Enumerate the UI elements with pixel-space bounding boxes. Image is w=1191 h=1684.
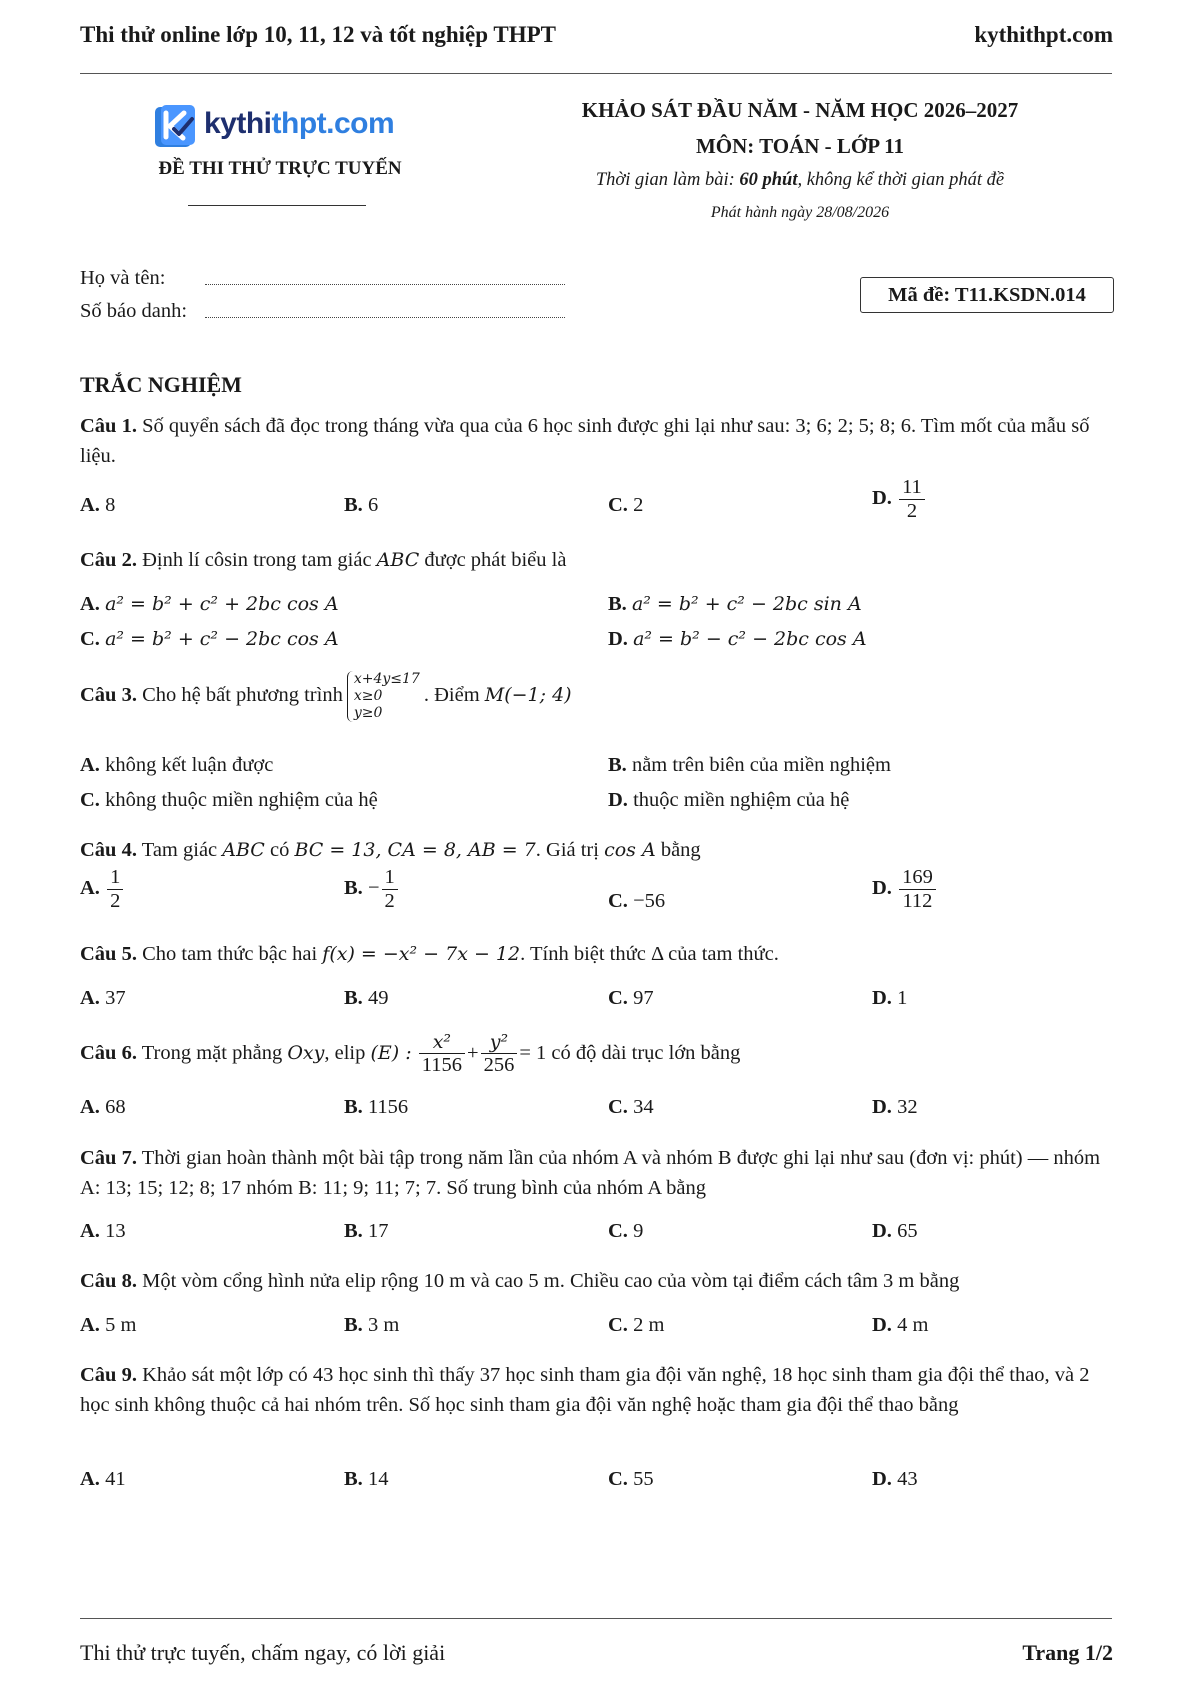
option-text: 34: [633, 1096, 654, 1118]
option-label: A.: [80, 593, 100, 615]
question-label: Câu 3.: [80, 684, 137, 707]
option-text: 14: [367, 1468, 389, 1490]
question-text: Định lí côsin trong tam giác: [142, 549, 377, 571]
option-label: A.: [80, 1314, 100, 1336]
option-text: 13: [105, 1220, 126, 1242]
option-label: D.: [872, 1220, 892, 1242]
option-label: D.: [872, 1314, 892, 1336]
option-text: 55: [633, 1468, 654, 1490]
question-text: Trong mặt phẳng: [141, 1042, 288, 1064]
option-text: 43: [897, 1468, 918, 1490]
option-text: 17: [367, 1220, 389, 1242]
exam-subject: MÔN: TOÁN - LỚP 11: [695, 134, 905, 158]
math-expression: BC = 13, CA = 8, AB = 7: [294, 839, 536, 861]
option-text: 1: [897, 987, 908, 1009]
question-label: Câu 9.: [80, 1364, 137, 1386]
fraction: [899, 476, 925, 522]
question-text: Cho tam thức bậc hai: [142, 943, 323, 965]
option-text: 2 m: [633, 1314, 665, 1336]
question-text: . Điểm: [423, 684, 485, 707]
option-label: B.: [344, 494, 363, 516]
q4-option-c[interactable]: [608, 886, 665, 916]
option-label: D.: [872, 987, 892, 1009]
question-text: , elip: [324, 1042, 371, 1064]
logo-wordmark: [204, 107, 394, 141]
q6-option-a[interactable]: [80, 1092, 126, 1122]
delta-symbol: Δ: [650, 943, 664, 965]
option-label: C.: [80, 628, 100, 650]
option-label: C.: [80, 789, 100, 811]
student-id-label: Số báo danh:: [80, 300, 188, 322]
option-label: B.: [344, 1096, 363, 1118]
option-text: không kết luận được: [105, 754, 274, 776]
option-text: 9: [633, 1220, 644, 1242]
exam-time-prefix: Thời gian làm bài:: [595, 170, 740, 190]
question-7: [80, 1143, 1114, 1203]
option-label: D.: [608, 628, 628, 650]
plus-sign: +: [467, 1042, 479, 1064]
math-expression: Oxy: [287, 1042, 325, 1064]
logo-wordmark-dark: kythi: [204, 107, 272, 140]
q2-option-d[interactable]: [608, 624, 867, 654]
option-label: B.: [608, 593, 627, 615]
fraction: [481, 1032, 518, 1076]
question-1: [80, 411, 1114, 471]
question-text: . Giá trị: [535, 839, 605, 861]
question-4: [80, 835, 1114, 865]
q2-option-b[interactable]: [608, 589, 862, 619]
option-label: D.: [872, 876, 892, 899]
q6-option-c[interactable]: [608, 1092, 654, 1122]
fraction: [107, 866, 123, 912]
question-label: Câu 5.: [80, 943, 137, 965]
logo-wordmark-blue: thpt.com: [271, 107, 395, 140]
q5-option-d[interactable]: [872, 983, 907, 1013]
option-label: C.: [608, 1468, 628, 1490]
question-3: [80, 671, 1114, 722]
option-text: a² = b² + c² − 2bc sin A: [631, 593, 862, 615]
math-expression: = 1: [519, 1042, 547, 1064]
option-label: A.: [80, 494, 100, 516]
fraction: [419, 1032, 465, 1076]
section-heading: TRẮC NGHIỆM: [80, 372, 242, 397]
math-expression: (E) :: [370, 1042, 412, 1064]
exam-title: KHẢO SÁT ĐẦU NĂM - NĂM HỌC 2026–2027: [581, 98, 1019, 122]
fraction-denominator: 2: [110, 889, 121, 912]
option-text: a² = b² + c² − 2bc cos A: [105, 628, 339, 650]
math-expression: ABC: [222, 839, 265, 861]
logo-icon: [152, 103, 200, 151]
q4-option-a[interactable]: [80, 866, 125, 912]
fraction-numerator: 1: [382, 866, 398, 890]
option-text: 8: [105, 494, 116, 516]
q3-option-b[interactable]: [608, 750, 891, 780]
question-label: Câu 7.: [80, 1147, 137, 1169]
fraction-numerator: y²: [481, 1032, 518, 1054]
q7-option-c[interactable]: [608, 1216, 643, 1246]
q4-option-d[interactable]: [872, 866, 938, 912]
math-expression: M(−1; 4): [484, 684, 572, 707]
fraction-denominator: 112: [902, 889, 933, 912]
question-text: Khảo sát một lớp có 43 học sinh thì thấy 37 học sinh tham gia đội văn nghệ, 18 học sinh tham gia đội thể thao, và 2 học sinh không thuộc cả hai nhóm trên. Số học sinh tham gia đội văn nghệ hoặc tham gia đội thể thao bằng: [80, 1364, 1090, 1416]
option-label: C.: [608, 1314, 628, 1336]
q6-option-d[interactable]: [872, 1092, 918, 1122]
q1-option-b[interactable]: [344, 490, 378, 520]
option-text: −56: [633, 890, 666, 912]
student-name-field[interactable]: [205, 284, 565, 285]
q5-option-c[interactable]: [608, 983, 654, 1013]
option-label: A.: [80, 987, 100, 1009]
option-label: D.: [872, 486, 892, 509]
q7-option-a[interactable]: [80, 1216, 126, 1246]
option-text: 4 m: [897, 1314, 929, 1336]
question-label: Câu 4.: [80, 839, 137, 861]
q6-option-b[interactable]: [344, 1092, 408, 1122]
option-label: C.: [608, 1096, 628, 1118]
fraction-numerator: 169: [899, 866, 936, 890]
option-label: B.: [344, 987, 363, 1009]
option-text: 41: [105, 1468, 126, 1490]
option-label: A.: [80, 1096, 100, 1118]
footer-left-text: Thi thử trực tuyến, chấm ngay, có lời giải: [80, 1640, 446, 1665]
logo-subtitle-rule: [188, 205, 366, 206]
option-label: C.: [608, 1220, 628, 1242]
math-expression: cos A: [604, 839, 656, 861]
fraction-denominator: 1156: [421, 1053, 462, 1076]
system-line: y≥0: [353, 705, 383, 721]
q9-option-c[interactable]: [608, 1464, 654, 1494]
option-text: 97: [633, 987, 654, 1009]
question-text: có độ dài trục lớn bằng: [546, 1042, 741, 1064]
option-text: 3 m: [367, 1314, 400, 1336]
option-label: D.: [608, 789, 628, 811]
q1-option-d[interactable]: [872, 476, 927, 522]
question-6: [80, 1032, 1114, 1077]
option-label: C.: [608, 890, 628, 912]
student-id-field[interactable]: [205, 317, 565, 318]
option-label: D.: [872, 1468, 892, 1490]
option-label: A.: [80, 876, 100, 899]
option-text: 65: [897, 1220, 918, 1242]
fraction: [899, 866, 936, 912]
fraction-denominator: 2: [906, 499, 918, 522]
q8-option-d[interactable]: [872, 1310, 928, 1340]
question-text: Một vòm cổng hình nửa elip rộng 10 m và cao 5 m. Chiều cao của vòm tại điểm cách tâm 3 m bằng: [142, 1270, 960, 1292]
question-8: [80, 1266, 1114, 1296]
option-text: 49: [367, 987, 389, 1009]
header-left-text: Thi thử online lớp 10, 11, 12 và tốt nghiệp THPT: [80, 22, 556, 47]
math-expression: f(x) = −x² − 7x − 12: [322, 943, 521, 965]
fraction-numerator: 1: [107, 866, 123, 890]
option-text: 6: [367, 494, 379, 516]
header-rule: [80, 73, 1112, 74]
option-label: B.: [344, 1314, 363, 1336]
fraction-numerator: 11: [899, 476, 925, 500]
exam-time-bold: 60 phút: [739, 170, 798, 190]
system-line: x≥0: [353, 688, 383, 704]
site-logo[interactable]: [152, 103, 414, 151]
footer-rule: [80, 1618, 1112, 1619]
math-expression: ABC: [376, 549, 420, 571]
option-label: D.: [872, 1096, 892, 1118]
q8-option-a[interactable]: [80, 1310, 136, 1340]
q9-option-b[interactable]: [344, 1464, 388, 1494]
option-text: 1156: [367, 1096, 409, 1118]
q3-option-c[interactable]: [80, 785, 378, 815]
q3-option-a[interactable]: [80, 750, 273, 780]
question-text: Cho hệ bất phương trình: [142, 684, 343, 707]
fraction: [382, 866, 398, 912]
option-label: B.: [608, 754, 627, 776]
question-label: Câu 8.: [80, 1270, 137, 1292]
q2-option-a[interactable]: [80, 589, 339, 619]
student-name-label: Họ và tên:: [80, 267, 166, 289]
fraction-denominator: 256: [483, 1053, 515, 1076]
question-label: Câu 1.: [80, 415, 137, 437]
option-text: nằm trên biên của miền nghiệm: [631, 754, 891, 776]
minus-sign: −: [367, 876, 380, 899]
option-label: B.: [344, 1220, 363, 1242]
option-text: 32: [897, 1096, 918, 1118]
option-text: 68: [105, 1096, 126, 1118]
q1-option-a[interactable]: [80, 490, 115, 520]
question-text: . Tính biệt thức: [520, 943, 651, 965]
q5-option-b[interactable]: [344, 983, 388, 1013]
option-text: không thuộc miền nghiệm của hệ: [105, 789, 378, 811]
logo-subtitle: ĐỀ THI THỬ TRỰC TUYẾN: [158, 158, 402, 179]
option-label: C.: [608, 987, 628, 1009]
question-text: Tam giác: [141, 839, 223, 861]
q5-option-a[interactable]: [80, 983, 126, 1013]
exam-release-date: Phát hành ngày 28/08/2026: [710, 204, 890, 221]
option-label: C.: [608, 494, 628, 516]
inequality-system: [347, 671, 420, 722]
header-site-link[interactable]: kythithpt.com: [974, 22, 1113, 47]
option-label: A.: [80, 1220, 100, 1242]
question-text: có: [264, 839, 295, 861]
option-text: a² = b² − c² − 2bc cos A: [633, 628, 867, 650]
q3-option-d[interactable]: [608, 785, 849, 815]
option-text: thuộc miền nghiệm của hệ: [633, 789, 850, 811]
question-label: Câu 2.: [80, 549, 137, 571]
question-9: [80, 1360, 1114, 1420]
q2-option-c[interactable]: [80, 624, 339, 654]
exam-time: [520, 170, 1080, 191]
option-label: A.: [80, 1468, 100, 1490]
option-label: A.: [80, 754, 100, 776]
question-text: bằng: [655, 839, 701, 861]
q9-option-d[interactable]: [872, 1464, 918, 1494]
fraction-denominator: 2: [384, 889, 395, 912]
question-label: Câu 6.: [80, 1042, 137, 1064]
question-text: Số quyển sách đã đọc trong tháng vừa qua của 6 học sinh được ghi lại như sau: 3; 6; 2; 5; 8; 6. Tìm mốt của mẫu số liệu.: [80, 415, 1090, 467]
question-text: Thời gian hoàn thành một bài tập trong năm lần của nhóm A và nhóm B được ghi lại như sau (đơn vị: phút) — nhóm A: 13; 15; 12; 8; 17 nhóm B: 11; 9; 11; 7; 7. Số trung bình của nhóm A bằng: [80, 1147, 1101, 1199]
exam-time-suffix: , không kể thời gian phát đề: [797, 170, 1005, 190]
q1-option-c[interactable]: [608, 490, 643, 520]
q8-option-c[interactable]: [608, 1310, 664, 1340]
exam-code-box: Mã đề: T11.KSDN.014: [860, 277, 1114, 313]
q8-option-b[interactable]: [344, 1310, 399, 1340]
q7-option-d[interactable]: [872, 1216, 918, 1246]
option-text: a² = b² + c² + 2bc cos A: [105, 593, 339, 615]
q7-option-b[interactable]: [344, 1216, 388, 1246]
option-label: B.: [344, 876, 363, 899]
q4-option-b[interactable]: [344, 866, 400, 912]
option-label: B.: [344, 1468, 363, 1490]
question-text: của tam thức.: [663, 943, 779, 965]
option-text: 2: [633, 494, 644, 516]
question-text: được phát biểu là: [419, 549, 567, 571]
fraction-numerator: x²: [419, 1032, 465, 1054]
option-text: 5 m: [105, 1314, 137, 1336]
question-5: [80, 939, 1114, 969]
q9-option-a[interactable]: [80, 1464, 126, 1494]
system-line: x+4y≤17: [353, 671, 420, 687]
option-text: 37: [105, 987, 126, 1009]
question-2: [80, 545, 1114, 575]
page-number: Trang 1/2: [1022, 1640, 1113, 1665]
